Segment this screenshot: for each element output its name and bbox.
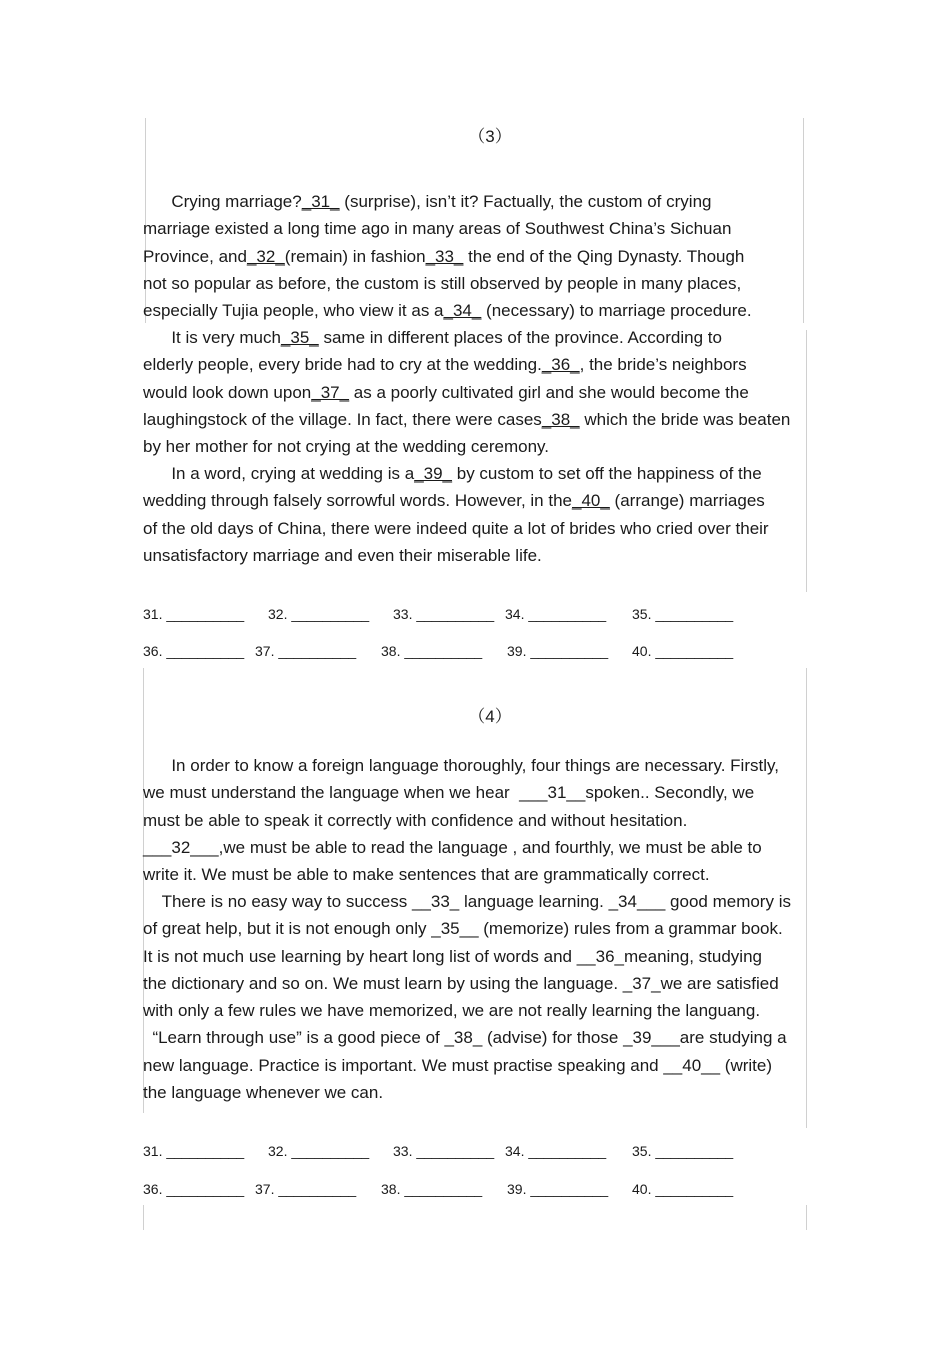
text-line: In order to know a foreign language thoroughly, four things are necessary. Firstly, — [143, 756, 779, 775]
text-line: with only a few rules we have memorized, we are not really learning the languang. — [143, 1001, 761, 1021]
text-line: of the old days of China, there were indeed quite a lot of brides who cried over their — [143, 518, 769, 538]
text-line: There is no easy way to success __33_ language learning. _34___ good memory is — [143, 892, 791, 911]
answer-33[interactable]: 33. __________ — [393, 1143, 495, 1159]
text-line: write it. We must be able to make sentences that are grammatically correct. — [143, 865, 710, 885]
answer-37[interactable]: 37. __________ — [255, 1181, 357, 1197]
blank-40: _40_ — [572, 491, 610, 511]
section-3-paragraph-1 — [143, 188, 843, 324]
answer-36[interactable]: 36. __________ — [143, 643, 245, 659]
answer-38[interactable]: 38. __________ — [381, 643, 483, 659]
text-line: by her mother for not crying at the wedding ceremony. — [143, 437, 549, 457]
answer-31[interactable]: 31. __________ — [143, 606, 245, 622]
answer-35[interactable]: 35. __________ — [632, 606, 734, 622]
blank-37: _37_ — [311, 382, 350, 402]
text-line: wedding through falsely sorrowful words. However, in the_40_ (arrange) marriages — [143, 491, 765, 511]
margin-rule-right-bottom — [806, 1205, 807, 1230]
section-3-paragraph-3 — [143, 460, 843, 569]
section-3-paragraph-2 — [143, 324, 843, 460]
text-line: elderly people, every bride had to cry at the wedding._36_, the bride’s neighbors — [143, 355, 747, 375]
answer-35[interactable]: 35. __________ — [632, 1143, 734, 1159]
answer-36[interactable]: 36. __________ — [143, 1181, 245, 1197]
text-line: new language. Practice is important. We must practise speaking and __40__ (write) — [143, 1055, 773, 1075]
section-3-heading: （3） — [468, 127, 512, 146]
text-line: marriage existed a long time ago in many areas of Southwest China’s Sichuan — [143, 219, 732, 239]
answer-37[interactable]: 37. __________ — [255, 643, 357, 659]
text-line: It is not much use learning by heart long list of words and __36_meaning, studying — [143, 946, 762, 966]
blank-34: _34_ — [443, 301, 482, 321]
text-line: Crying marriage?_31_ (surprise), isn’t it? Factually, the custom of crying — [143, 192, 712, 211]
text-line: we must understand the language when we hear ___31__spoken.. Secondly, we — [143, 783, 755, 803]
answer-34[interactable]: 34. __________ — [505, 606, 607, 622]
answer-39[interactable]: 39. __________ — [507, 643, 609, 659]
text-line: In a word, crying at wedding is a_39_ by custom to set off the happiness of the — [143, 464, 762, 483]
text-line: the dictionary and so on. We must learn by using the language. _37_we are satisfied — [143, 973, 779, 993]
answer-33[interactable]: 33. __________ — [393, 606, 495, 622]
text-line: “Learn through use” is a good piece of _38_ (advise) for those _39___are studying a — [143, 1028, 787, 1048]
text-line: not so popular as before, the custom is still observed by people in many places, — [143, 273, 742, 293]
blank-39: _39_ — [414, 464, 453, 483]
margin-rule-left-bottom — [143, 1205, 144, 1230]
text-line: the language whenever we can. — [143, 1083, 384, 1103]
text-line: Province, and_32_(remain) in fashion_33_ the end of the Qing Dynasty. Though — [143, 246, 745, 266]
answer-32[interactable]: 32. __________ — [268, 606, 370, 622]
section-4-paragraph-1 — [143, 752, 843, 888]
text-line: unsatisfactory marriage and even their miserable life. — [143, 545, 542, 565]
text-line: of great help, but it is not enough only _35__ (memorize) rules from a grammar book. — [143, 919, 783, 939]
answer-31[interactable]: 31. __________ — [143, 1143, 245, 1159]
blank-36: _36_ — [541, 355, 580, 375]
text-line: laughingstock of the village. In fact, there were cases_38_ which the bride was beaten — [143, 409, 791, 429]
answer-39[interactable]: 39. __________ — [507, 1181, 609, 1197]
answer-34[interactable]: 34. __________ — [505, 1143, 607, 1159]
blank-32: _32_ — [246, 246, 285, 266]
text-line: would look down upon_37_ as a poorly cultivated girl and she would become the — [143, 382, 749, 402]
blank-33: _33_ — [425, 246, 464, 266]
text-line: must be able to speak it correctly with confidence and without hesitation. — [143, 810, 688, 830]
blank-31: _31_ — [301, 192, 340, 211]
blank-38: _38_ — [541, 409, 580, 429]
section-4-heading: （4） — [468, 707, 512, 726]
text-line: It is very much_35_ same in different places of the province. According to — [143, 328, 722, 347]
text-line: ___32___,we must be able to read the language , and fourthly, we must be able to — [143, 837, 762, 857]
blank-35: _35_ — [280, 328, 319, 347]
answer-40[interactable]: 40. __________ — [632, 643, 734, 659]
answer-32[interactable]: 32. __________ — [268, 1143, 370, 1159]
section-4-paragraph-2 — [143, 888, 843, 1106]
answer-38[interactable]: 38. __________ — [381, 1181, 483, 1197]
text-line: especially Tujia people, who view it as a_34_ (necessary) to marriage procedure. — [143, 301, 752, 321]
answer-40[interactable]: 40. __________ — [632, 1181, 734, 1197]
